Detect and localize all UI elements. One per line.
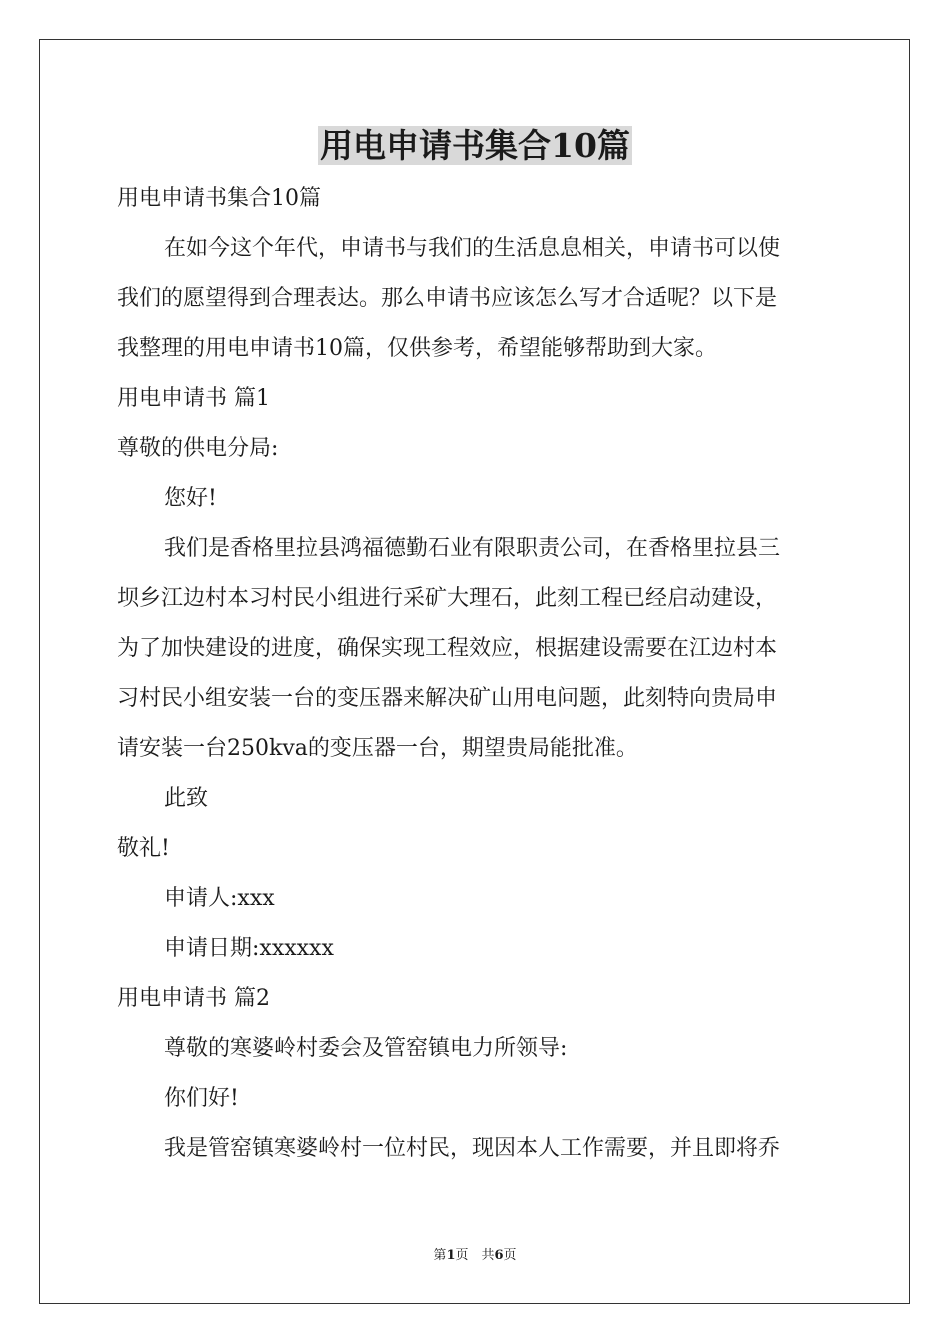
section-heading: 用电申请书 篇2 [117, 986, 270, 1011]
paragraph-line: 我整理的用电申请书10篇，仅供参考，希望能够帮助到大家。 [117, 336, 717, 361]
paragraph-line: 我们是香格里拉县鸿福德勤石业有限职责公司，在香格里拉县三 [164, 536, 781, 561]
paragraph-line: 为了加快建设的进度，确保实现工程效应，根据建设需要在江边村本 [117, 636, 778, 661]
document-title: 用电申请书集合10篇 [320, 126, 630, 165]
page-current: 1 [446, 1248, 456, 1263]
greeting: 你们好! [164, 1086, 239, 1111]
doc-heading: 用电申请书集合10篇 [117, 186, 321, 211]
paragraph-line: 我是管窑镇寒婆岭村一位村民，现因本人工作需要，并且即将乔 [164, 1136, 781, 1161]
paragraph-line: 习村民小组安装一台的变压器来解决矿山用电问题，此刻特向贵局申 [117, 686, 778, 711]
date-line: 申请日期:xxxxxx [164, 936, 334, 961]
greeting: 您好! [164, 486, 217, 511]
salutation: 尊敬的供电分局: [117, 436, 279, 461]
paragraph-line: 坝乡江边村本习村民小组进行采矿大理石，此刻工程已经启动建设， [117, 586, 778, 611]
paragraph-line: 请安装一台250kva的变压器一台，期望贵局能批准。 [117, 736, 638, 761]
paragraph-line: 在如今这个年代，申请书与我们的生活息息相关，申请书可以使 [164, 236, 781, 261]
page-frame [39, 39, 910, 1304]
section-heading: 用电申请书 篇1 [117, 386, 270, 411]
applicant-line: 申请人:xxx [164, 886, 275, 911]
page-footer: 第1页 共6页 [433, 1248, 517, 1263]
page-total: 6 [494, 1248, 504, 1263]
closing-line: 敬礼! [117, 836, 170, 861]
salutation: 尊敬的寒婆岭村委会及管窑镇电力所领导: [164, 1036, 568, 1061]
closing-line: 此致 [164, 786, 209, 811]
paragraph-line: 我们的愿望得到合理表达。那么申请书应该怎么写才合适呢？以下是 [117, 286, 778, 311]
